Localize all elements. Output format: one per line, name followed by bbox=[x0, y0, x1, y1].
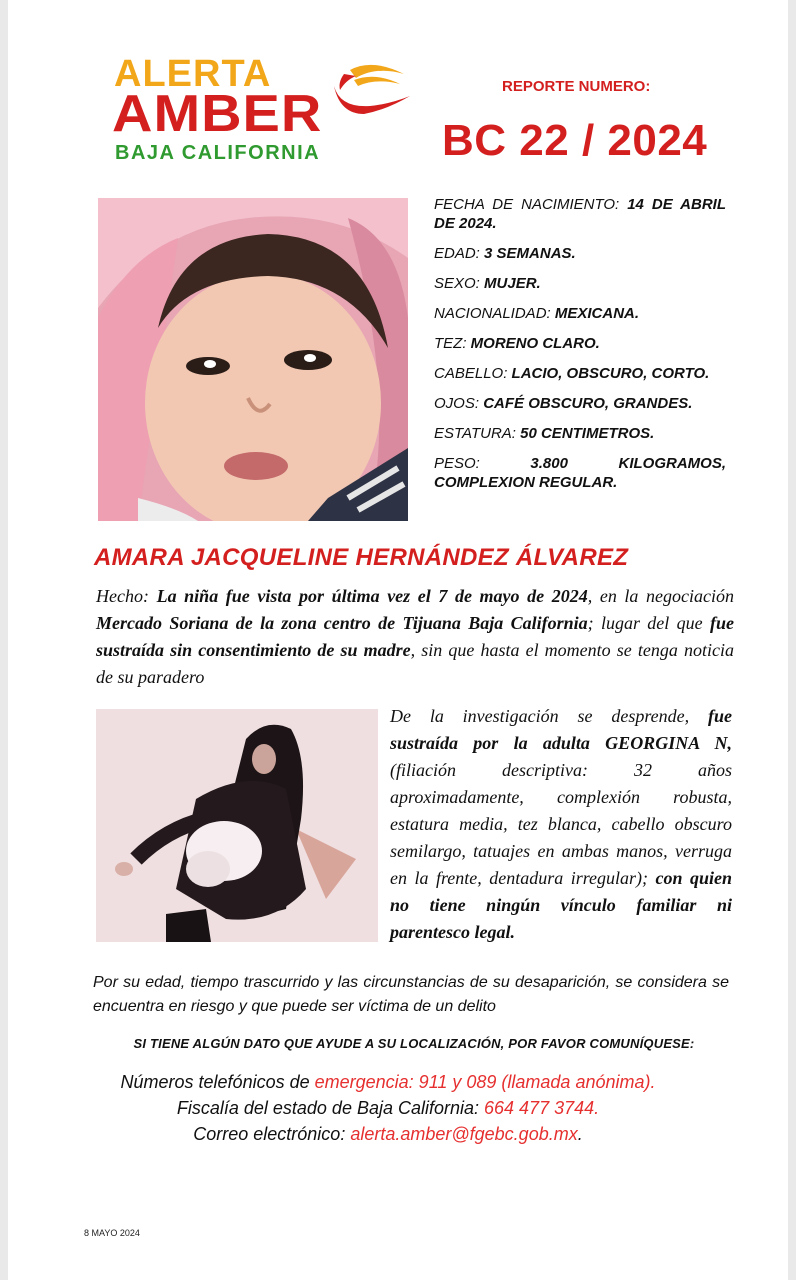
incident-paragraph: Hecho: La niña fue vista por última vez el 7 de mayo de 2024, en la negociación Mercado Soriana de la zona centro de Tijuana Baja California; lugar del que fue sustraída sin consentimiento de su madre, sin que hasta el momento se tenga noticia de su paradero bbox=[96, 586, 734, 687]
email-link[interactable]: alerta.amber@fgebc.gob.mx bbox=[350, 1124, 578, 1144]
logo-alerta-text: ALERTA bbox=[114, 53, 272, 95]
suspect-photo bbox=[96, 709, 378, 942]
logo-amber-text: AMBER bbox=[112, 84, 323, 143]
contact-callout: SI TIENE ALGÚN DATO QUE AYUDE A SU LOCALIZACIÓN, POR FAVOR COMUNÍQUESE: bbox=[133, 1036, 695, 1051]
report-number-label: REPORTE NUMERO: bbox=[502, 78, 651, 95]
detail-sex: SEXO: MUJER. bbox=[434, 275, 541, 292]
contact-info bbox=[68, 1069, 708, 1147]
alert-poster bbox=[8, 0, 788, 1280]
fiscalia-phone-number[interactable]: 664 477 3744. bbox=[484, 1098, 600, 1118]
detail-age: EDAD: 3 SEMANAS. bbox=[434, 245, 576, 262]
emergency-phones-line: Números telefónicos de emergencia: 911 y 089 (llamada anónima). bbox=[120, 1072, 656, 1092]
emergency-phone-numbers[interactable]: emergencia: 911 y 089 (llamada anónima). bbox=[314, 1072, 656, 1092]
fiscalia-line: Fiscalía del estado de Baja California: 664 477 3744. bbox=[176, 1098, 600, 1118]
detail-weight: PESO: 3.800 KILOGRAMOS, COMPLEXION REGULAR. bbox=[434, 455, 727, 491]
logo-swoosh-icon bbox=[330, 56, 410, 126]
logo-baja-california-text: BAJA CALIFORNIA bbox=[115, 142, 321, 164]
footer-date: 8 MAYO 2024 bbox=[84, 1228, 140, 1238]
email-line: Correo electrónico: alerta.amber@fgebc.gob.mx. bbox=[193, 1124, 583, 1144]
risk-statement: Por su edad, tiempo trascurrido y las circunstancias de su desaparición, se considera se encuentra en riesgo y que puede ser víctima de un delito bbox=[93, 974, 729, 1015]
investigation-paragraph: De la investigación se desprende, fue sustraída por la adulta GEORGINA N, (filiación descriptiva: 32 años aproximadamente, complexión robusta, estatura media, tez blanca, cabello obscuro semilargo, tatuajes en ambas manos, verruga en la frente, dentadura irregular); con quien no tiene ningún vínculo familiar ni parentesco legal. bbox=[390, 706, 732, 942]
missing-child-photo bbox=[98, 198, 408, 521]
detail-height: ESTATURA: 50 CENTIMETROS. bbox=[434, 425, 655, 442]
detail-complexion: TEZ: MORENO CLARO. bbox=[434, 335, 600, 352]
detail-hair: CABELLO: LACIO, OBSCURO, CORTO. bbox=[434, 365, 710, 382]
missing-person-name: AMARA JACQUELINE HERNÁNDEZ ÁLVAREZ bbox=[94, 544, 629, 571]
detail-nationality: NACIONALIDAD: MEXICANA. bbox=[434, 305, 640, 322]
report-number: BC 22 / 2024 bbox=[442, 116, 708, 165]
detail-eyes: OJOS: CAFÉ OBSCURO, GRANDES. bbox=[434, 395, 693, 412]
detail-birthdate: FECHA DE NACIMIENTO: 14 DE ABRIL DE 2024. bbox=[434, 196, 726, 232]
physical-details-list bbox=[434, 195, 726, 503]
